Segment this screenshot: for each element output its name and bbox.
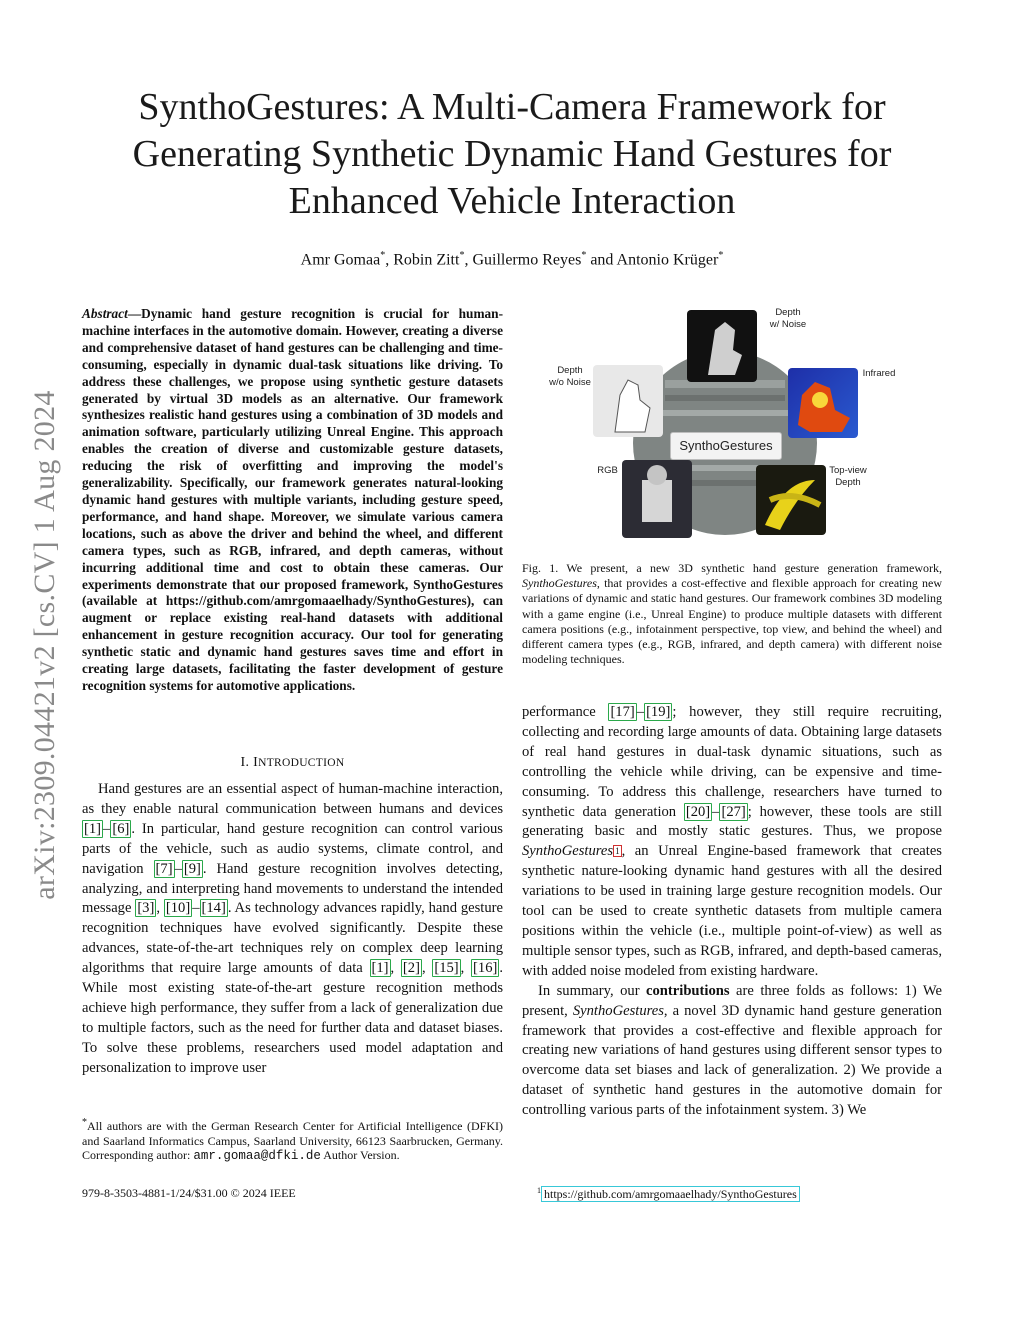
intro-text: . Hand gesture recognition involves detecting, analyzing, and interpreting hand movements to understand the intended message bbox=[82, 860, 503, 917]
figure-1 bbox=[530, 300, 930, 550]
intro-text: Hand gestures are an essential aspect of human-machine interaction, as they enable natural communication between humans and devices bbox=[82, 781, 503, 817]
section-number: I. bbox=[240, 755, 250, 770]
label-rgb: RGB bbox=[597, 465, 618, 476]
author-2: Robin Zitt bbox=[393, 251, 460, 269]
section-title-rest: NTRODUCTION bbox=[258, 757, 345, 769]
affiliation-mark: * bbox=[718, 250, 724, 261]
section-title-initial: I bbox=[253, 755, 259, 770]
label-topview-depth: Top-view Depth bbox=[829, 465, 867, 488]
citation-link[interactable]: [27] bbox=[721, 803, 746, 820]
footnote-tail: Author Version. bbox=[323, 1148, 400, 1162]
body-text: ; however, they still require recruiting, collecting and recording large amounts of data. Obtaining large datasets of real hand gestures in dual-task dynamic situations, such as controlling the vehicle while driving, can be expensive and time-consuming. To address this challenge, researchers have turned to synthetic data generation bbox=[522, 704, 942, 820]
paper-title bbox=[60, 84, 964, 225]
citation-link[interactable]: [20] bbox=[685, 803, 711, 820]
separator: , bbox=[390, 960, 401, 977]
footnote-number: 1 bbox=[537, 1186, 541, 1195]
affiliation-mark: * bbox=[459, 250, 465, 261]
abstract-dash: — bbox=[127, 306, 142, 321]
title-line-1: SynthoGestures: A Multi-Camera Framework for bbox=[138, 86, 886, 128]
right-column-text bbox=[522, 703, 942, 1121]
citation-link[interactable]: [16] bbox=[473, 960, 498, 977]
body-text: , a novel 3D dynamic hand gesture generation framework that provides a cost-effective and flexible approach for creating new variations of hand gestures using different sensor types to overcome data set biases and lack of generalization. 2) We provide a dataset of synthetic hand gestures in the automotive domain for controlling various parts of the infotainment system. 3) We bbox=[522, 1002, 942, 1119]
body-text: In summary, our bbox=[538, 982, 647, 999]
label-depth-no-noise: Depth w/o Noise bbox=[549, 365, 591, 388]
range-dash: – bbox=[103, 820, 111, 837]
citation-link[interactable]: [1] bbox=[371, 960, 389, 977]
citation-link[interactable]: [19] bbox=[646, 704, 671, 720]
caption-label: Fig. 1. bbox=[522, 561, 559, 575]
range-dash: – bbox=[192, 900, 200, 917]
caption-emphasis: SynthoGestures bbox=[522, 576, 597, 591]
figure-1-graphic bbox=[530, 300, 930, 550]
body-text: performance bbox=[522, 704, 609, 720]
abstract-label: Abstract bbox=[82, 306, 128, 321]
caption-text: , that provides a cost-effective and flexible approach for creating new variations of dynamic and static hand gestures. Our framework combines 3D modeling with a game engine (i.e., Unreal Engine) to produce multiple datasets with different camera positions (e.g., infotainment perspective, top view, and behind the wheel) and different camera types (e.g., RGB, infrared, and depth camera) with different noise modeling techniques. bbox=[522, 576, 942, 667]
footnote-link[interactable]: 1 bbox=[615, 846, 620, 857]
citation-link[interactable]: [14] bbox=[201, 900, 226, 917]
author-4: Antonio Krüger bbox=[616, 251, 719, 269]
author-1: Amr Gomaa bbox=[300, 251, 381, 269]
intro-text: . In particular, hand gesture recognition can control various parts of the vehicle, such as audio systems, climate control, and navigation bbox=[82, 820, 503, 877]
author-3: Guillermo Reyes bbox=[472, 251, 582, 269]
citation-link[interactable]: [9] bbox=[183, 860, 201, 877]
affiliation-footnote bbox=[82, 1116, 503, 1164]
figure-1-caption bbox=[522, 561, 942, 667]
body-text: are three folds as follows: 1) We present, bbox=[522, 982, 942, 1019]
abstract bbox=[82, 306, 503, 695]
abstract-text: Dynamic hand gesture recognition is crucial for human-machine interfaces in the automotive domain. However, creating a diverse and comprehensive dataset of hand gestures can be challenging and time-consuming, especially in dynamic dual-task situations like driving. To address these challenges, we propose using synthetic gesture datasets generated by virtual 3D models as an alternative. Our framework synthesizes realistic hand gestures using a combination of 3D models and animation software, particularly utilizing Unreal Engine. This approach enables the creation of diverse and customizable gesture datasets, reducing the risk of overfitting and improving the model's generalizability. Specifically, our framework generates natural-looking dynamic hand gestures with multiple variants, including gesture speed, performance, and hand shape. Moreover, we simulate various camera locations, such as above the driver and behind the wheel, and different camera types, such as RGB, infrared, and depth cameras, without incurring additional time and cost to obtain these cameras. Our experiments demonstrate that our proposed framework, SynthoGestures (available at https://github.com/amrgomaaelhady/SynthoGestures), can augment or replace existing real-hand datasets with additional enhancement in gesture recognition accuracy. Our tool for generating synthetic static and dynamic hand gestures saves time and effort in creating large datasets, facilitating the faster development of gesture recognition systems for automotive applications. bbox=[82, 306, 503, 693]
separator: , bbox=[156, 900, 164, 917]
github-link[interactable]: https://github.com/amrgomaaelhady/SynthoGestures bbox=[541, 1186, 800, 1202]
label-depth-noise: Depth w/ Noise bbox=[769, 307, 807, 330]
intro-text: . As technology advances rapidly, hand gesture recognition techniques have evolved significantly. Despite these advances, state-of-the-art techniques rely on complex deep learning algorithms that require large amounts of data bbox=[82, 900, 504, 977]
affiliation-mark: * bbox=[581, 250, 587, 261]
citation-link[interactable]: [3] bbox=[137, 900, 155, 917]
citation-link[interactable]: [1] bbox=[84, 820, 102, 837]
range-dash: – bbox=[712, 803, 720, 820]
url-footnote bbox=[537, 1186, 800, 1202]
range-dash: – bbox=[636, 704, 645, 720]
label-infrared: Infrared bbox=[862, 368, 896, 379]
separator: , bbox=[421, 960, 433, 977]
citation-link[interactable]: [10] bbox=[165, 900, 191, 917]
footnote-star: * bbox=[82, 1117, 87, 1128]
figure-center-label: SynthoGestures bbox=[670, 432, 782, 460]
citation-link[interactable]: [7] bbox=[155, 860, 173, 877]
section-heading-introduction bbox=[82, 755, 503, 771]
citation-link[interactable]: [6] bbox=[112, 820, 130, 837]
citation-link[interactable]: [2] bbox=[402, 960, 420, 977]
separator: , bbox=[460, 960, 472, 977]
affiliation-mark: * bbox=[380, 250, 386, 261]
citation-link[interactable]: [15] bbox=[434, 960, 459, 977]
intro-text: . While most existing state-of-the-art gesture recognition methods achieve high performance, they suffer from a lack of generalization due to multiple factors, such as the need for further data and dataset biases. To solve these problems, researchers used model adaptation and personalization to improve user bbox=[82, 960, 504, 1076]
emphasis-text: SynthoGestures bbox=[522, 843, 614, 860]
arxiv-identifier: arXiv:2309.04421v2 [cs.CV] 1 Aug 2024 bbox=[28, 390, 61, 900]
bold-text: contributions bbox=[646, 982, 730, 999]
emphasis-text: SynthoGestures bbox=[572, 1002, 664, 1019]
introduction-paragraph bbox=[82, 780, 503, 1079]
copyright-footer: 979-8-3503-4881-1/24/$31.00 © 2024 IEEE bbox=[82, 1186, 296, 1200]
footnote-text: All authors are with the German Research Center for Artificial Intelligence (DFKI) and Saarland Informatics Campus, Saarland University, 66123 Saarbrucken, Germany. Corresponding author: bbox=[82, 1119, 503, 1162]
body-text: ; however, these tools are still generating basic and mostly static gestures. Thus, we propose bbox=[522, 803, 942, 840]
title-line-2: Generating Synthetic Dynamic Hand Gestures for bbox=[132, 133, 892, 175]
title-line-3: Enhanced Vehicle Interaction bbox=[288, 180, 736, 222]
citation-link[interactable]: [17] bbox=[610, 704, 635, 720]
author-and: and bbox=[590, 251, 614, 269]
corresponding-email[interactable]: amr.gomaa@dfki.de bbox=[193, 1149, 321, 1163]
caption-text: We present, a new 3D synthetic hand gesture generation framework, bbox=[566, 561, 942, 575]
range-dash: – bbox=[174, 860, 182, 877]
body-text: , an Unreal Engine-based framework that creates synthetic nature-looking dynamic hand gestures with all the desired variations to be used in training large gesture recognition models. Our tool can be used to create synthetic datasets from multiple camera positions within the vehicle (i.e., multiple point-of-view) as well as multiple sensor types, such as RGB, infrared, and depth-based cameras, with added noise modeled from existing hardware. bbox=[522, 843, 942, 979]
author-list: Amr Gomaa*, Robin Zitt*, Guillermo Reyes* and Antonio Krüger* bbox=[300, 250, 724, 269]
